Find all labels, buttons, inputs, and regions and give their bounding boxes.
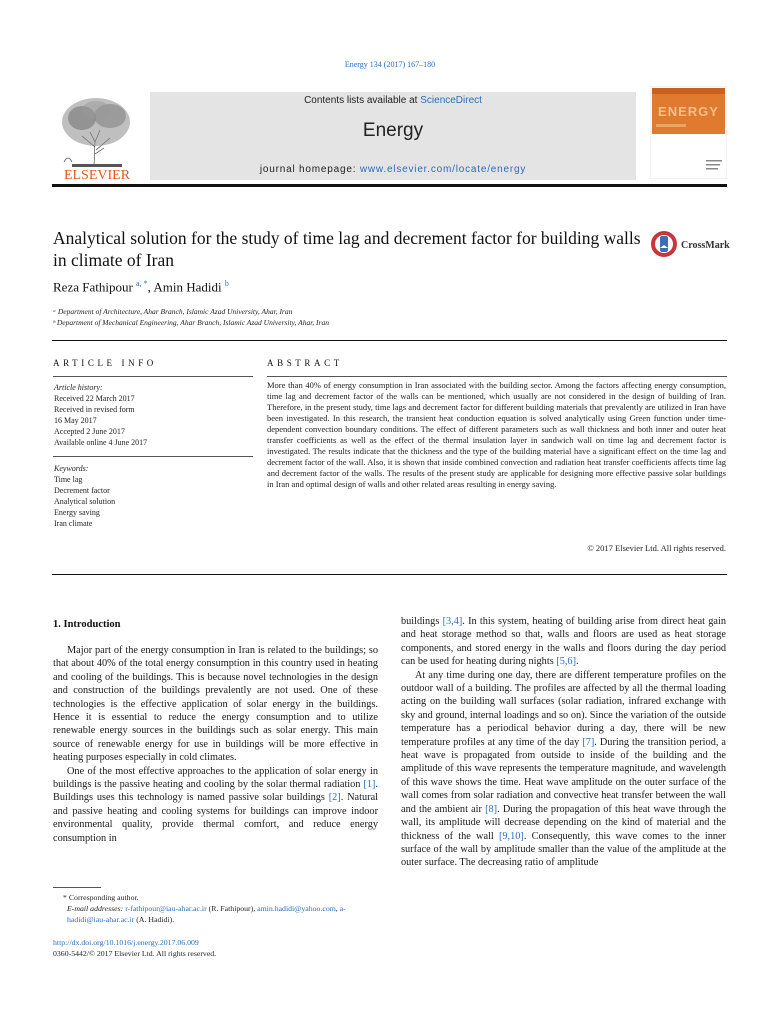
- reference-link[interactable]: [2]: [328, 792, 341, 804]
- crossmark-label: CrossMark: [681, 240, 730, 251]
- text-run: buildings: [401, 616, 443, 627]
- corresponding-author-note: * Corresponding author.: [63, 893, 139, 902]
- reference-link[interactable]: [8]: [485, 803, 498, 815]
- doi-link[interactable]: http://dx.doi.org/10.1016/j.energy.2017.06.009: [53, 938, 199, 947]
- divider: [267, 376, 727, 377]
- keyword-item: Analytical solution: [54, 497, 116, 506]
- abstract-heading: ABSTRACT: [267, 358, 343, 368]
- text-run: . In this system, heating of building arise from direct heat gain and heat storage method so that, walls and floors are used as heat storage components, and stored energy in the walls and floors during the day period can be used for heating during nights: [401, 616, 726, 668]
- header-rule: [52, 184, 727, 187]
- text-run: ,: [335, 904, 340, 913]
- keyword-item: Energy saving: [54, 508, 100, 517]
- author-affiliation-marks[interactable]: b: [224, 279, 229, 288]
- email-link[interactable]: a-hadidi@iau-ahar.ac.ir: [67, 904, 346, 924]
- homepage-prefix: journal homepage:: [259, 164, 360, 175]
- paper-title: Analytical solution for the study of time lag and decrement factor for building walls in climate of Iran: [53, 228, 641, 270]
- body-column-left: [53, 644, 378, 845]
- keywords-label: Keywords:: [54, 464, 89, 473]
- footnotes: [53, 892, 383, 925]
- abstract-text: More than 40% of energy consumption in Iran associated with the building sector. Among the factors affecting energy consumption, time lag and decrement factor of the walls can be mentioned, which usually are not considered in the design of building of Iran. Therefore, in the present study, time lags and decrement factor for different building materials that prevalently are utilized in Iran have been investigated. In this research, the transient heat conduction equation is solved analytically using Green function under time-dependent convection boundary conditions. The effect of different parameters such as wall thickness and both inner and outer heat transfer coefficients as well as the effect of the thermal insulation layer in sandwich wall on time lag and decrement factor is investigated. The results indicate that the thickness and the type of the building material have a significant effect on the time lag and decrement factor of the wall. Also, it is shown that inside combined convection and radiation heat transfer coefficients affects time lag and decrement factor of the walls. The results of the present study are applicable for designing more effective passive solar buildings in Iran and optimal design of walls and other related areas resulting in energy saving.: [267, 380, 726, 489]
- affiliation-b: ᵇ Department of Mechanical Engineering, Ahar Branch, Islamic Azad University, Ahar, Iran: [53, 318, 329, 327]
- reference-link[interactable]: [7]: [582, 736, 595, 748]
- contents-line: [150, 95, 636, 106]
- divider: [52, 574, 727, 575]
- text-run: (A. Hadidi).: [134, 915, 175, 924]
- footnote-rule: [53, 887, 101, 888]
- author-separator: ,: [147, 279, 154, 295]
- journal-cover-image[interactable]: [650, 86, 727, 179]
- text-run: . Natural and passive heating and cooling systems for buildings can improve indoor environmental quality, provide thermal comfort, and reduce energy consumption in: [53, 792, 378, 844]
- divider: [53, 456, 253, 457]
- reference-link[interactable]: [9,10]: [498, 830, 524, 842]
- paragraph: Major part of the energy consumption in Iran is related to the buildings; so that about 40% of the total energy consumption in this country used in heating and cooling of the buildings. This is because novel technologies in the design and construction of the buildings prevalently are not used. One of these technologies is the effective application of solar energy in the buildings. Hence it is essential to reduce the energy consumption and to utilize renewable energy sources in the buildings such as solar energy. This main source of renewable energy for use in buildings will be more effective in heating purposes especially in cold climates.: [53, 645, 378, 764]
- history-item: Received in revised form: [54, 405, 135, 414]
- divider: [52, 340, 727, 341]
- history-item: Received 22 March 2017: [54, 394, 135, 403]
- text-run: At any time during one day, there are different temperature profiles on the outdoor wall of a building. The profiles are affected by all the thermal loading acting on the building wall surfaces (solar radiation, infrared exchange with sky and ground, internal loadings and so on). Since the variation of the outside temperature has a periodical behavior during a day, there will be new temperature profiles at any time of the day: [401, 669, 726, 748]
- reference-link[interactable]: [1]: [363, 779, 376, 791]
- keyword-item: Decrement factor: [54, 486, 110, 495]
- email-link[interactable]: amin.hadidi@yahoo.com: [257, 904, 336, 913]
- cover-title: ENERGY: [658, 104, 719, 119]
- history-label: Article history:: [54, 383, 103, 392]
- article-info-heading: ARTICLE INFO: [53, 358, 157, 368]
- doi-block: [53, 937, 216, 959]
- divider: [53, 376, 253, 377]
- history-item: 16 May 2017: [54, 416, 97, 425]
- text-run: . Consequently, this wave comes to the inner surface of the wall by amplitude smaller than the value of the amplitude at the outer surface. The decreasing ratio of amplitude: [401, 830, 726, 869]
- email-link[interactable]: r-fathipour@iau-ahar.ac.ir: [125, 904, 207, 913]
- text-run: . During the propagation of this heat wave through the wall, its amplitude will decrease depending on the kind of material and the thickness of the wall: [401, 803, 726, 842]
- author-list: [53, 279, 229, 295]
- affiliation-a: ᵃ Department of Architecture, Ahar Branch, Islamic Azad University, Ahar, Iran: [53, 307, 293, 316]
- text-run: . During the transition period, a heat wave is propagated from outside to inside of the building and the amplitude of this wave represents the temperature magnitude, and wavelength of this wave shows the time. Heat wave amplitude on the outer surface of the wall comes from solar radiation and convective heat transfer between the wall and the ambient air: [401, 736, 726, 815]
- journal-banner: [150, 92, 636, 180]
- history-item: Available online 4 June 2017: [54, 438, 148, 447]
- author-name: Reza Fathipour: [53, 279, 133, 295]
- text-run: (R. Fathipour),: [206, 904, 258, 913]
- body-column-right: [401, 615, 726, 870]
- paragraph: [401, 669, 726, 870]
- keywords-list: [54, 463, 115, 529]
- publisher-wordmark: ELSEVIER: [63, 168, 131, 182]
- journal-homepage-link[interactable]: www.elsevier.com/locate/energy: [359, 164, 527, 175]
- paragraph: [401, 615, 726, 669]
- paragraph: [53, 765, 378, 845]
- reference-link[interactable]: [5,6]: [556, 656, 577, 668]
- keyword-item: Time lag: [54, 475, 83, 484]
- sciencedirect-link[interactable]: ScienceDirect: [420, 95, 482, 106]
- email-addresses: [53, 903, 383, 925]
- email-label: E-mail addresses:: [67, 904, 126, 913]
- elsevier-logo: [52, 92, 142, 182]
- text-run: . Buildings uses this technology is named passive solar buildings: [53, 779, 378, 804]
- reference-link[interactable]: [3,4]: [442, 616, 463, 627]
- journal-citation[interactable]: Energy 134 (2017) 167–180: [344, 60, 436, 69]
- issn-copyright: 0360-5442/© 2017 Elsevier Ltd. All rights reserved.: [53, 949, 217, 958]
- section-heading-introduction: 1. Introduction: [53, 619, 121, 630]
- history-item: Accepted 2 June 2017: [54, 427, 125, 436]
- article-history: [54, 382, 147, 448]
- keyword-item: Iran climate: [54, 519, 93, 528]
- abstract-copyright: © 2017 Elsevier Ltd. All rights reserved.: [587, 543, 726, 553]
- journal-title: Energy: [362, 120, 424, 141]
- crossmark-badge[interactable]: [650, 228, 730, 260]
- author-name: Amin Hadidi: [153, 279, 222, 295]
- homepage-line: [150, 164, 636, 175]
- text-run: .: [576, 656, 579, 668]
- author-affiliation-marks[interactable]: a, *: [136, 279, 148, 288]
- text-run: One of the most effective approaches to the application of solar energy in buildings is the passive heating and cooling by the solar thermal radiation: [53, 765, 378, 791]
- contents-prefix: Contents lists available at: [304, 95, 421, 106]
